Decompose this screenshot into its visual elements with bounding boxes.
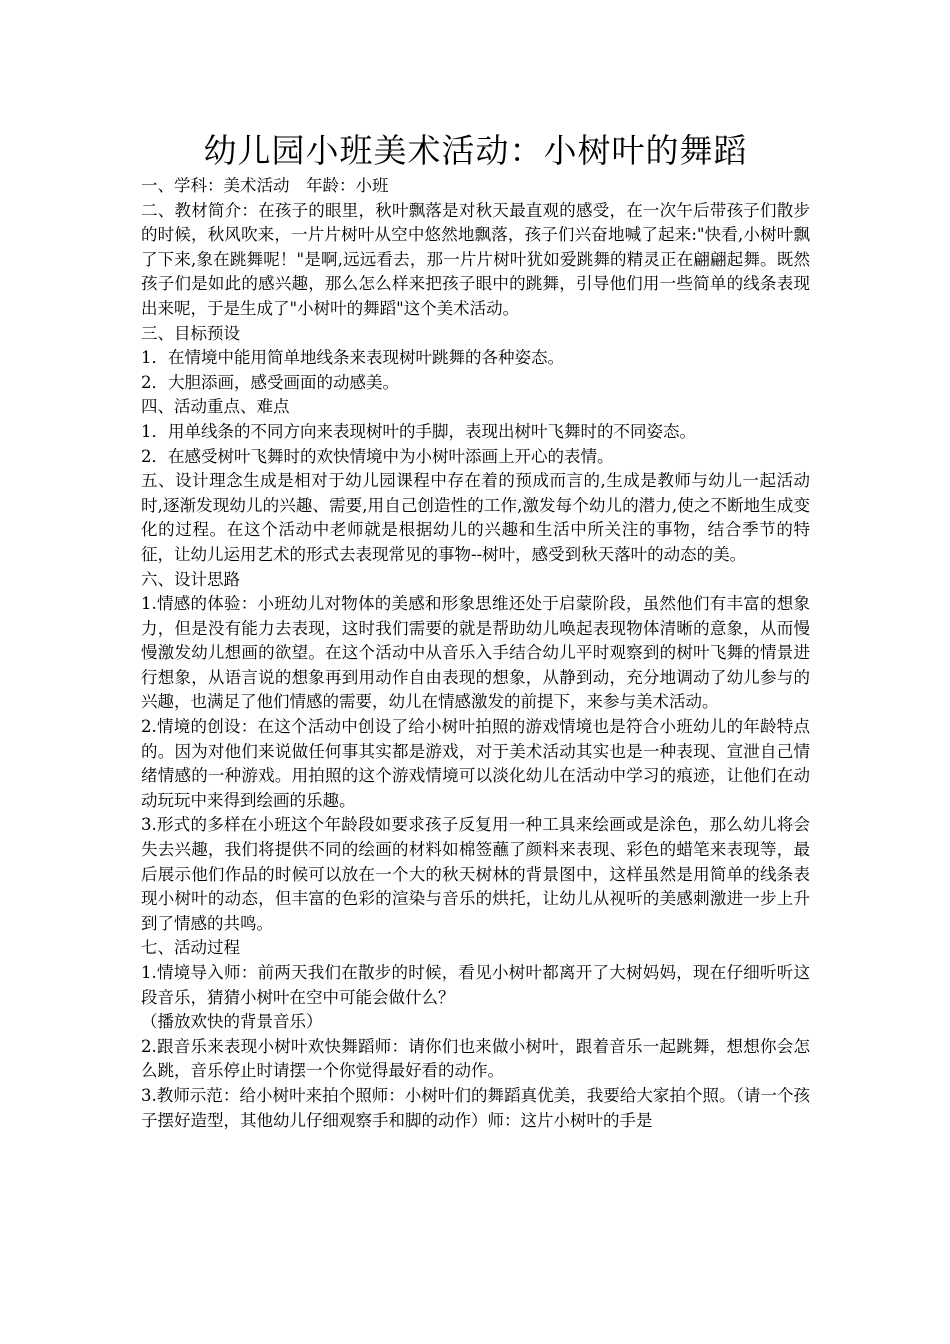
paragraph-process-music: （播放欢快的背景音乐） (141, 1012, 323, 1032)
heading-key-points: 四、活动重点、难点 (141, 397, 290, 417)
paragraph-key-point-1: 1．用单线条的不同方向来表现树叶的手脚，表现出树叶飞舞时的不同姿态。 (141, 421, 696, 441)
paragraph-idea-2: 2.情境的创设：在这个活动中创设了给小树叶拍照的游戏情境也是符合小班幼儿的年龄特点的。因为对他们来说做任何事其实都是游戏，对于美术活动其实也是一种表现、宣泄自己情绪情感的一种游戏。用拍照的这个游戏情境可以淡化幼儿在活动中学习的痕迹，让他们在动动玩玩中来得到绘画的乐趣。 (141, 717, 810, 810)
paragraph-process-1: 1.情境导入师：前两天我们在散步的时候，看见小树叶都离开了大树妈妈，现在仔细听听这段音乐，猜猜小树叶在空中可能会做什么？ (141, 963, 810, 1007)
heading-goals: 三、目标预设 (141, 323, 240, 343)
paragraph-idea-3: 3.形式的多样在小班这个年龄段如要求孩子反复用一种工具来绘画或是涂色，那么幼儿将会失去兴趣，我们将提供不同的绘画的材料如棉签蘸了颜料来表现、彩色的蜡笔来表现等，最后展示他们作品的时候可以放在一个大的秋天树林的背景图中，这样虽然是用简单的线条表现小树叶的动态，但丰富的色彩的渲染与音乐的烘托，让幼儿从视听的美感刺激进一步上升到了情感的共鸣。 (141, 815, 810, 933)
document-body (141, 174, 810, 1133)
paragraph-idea-1: 1.情感的体验：小班幼儿对物体的美感和形象思维还处于启蒙阶段，虽然他们有丰富的想象力，但是没有能力去表现，这时我们需要的就是帮助幼儿唤起表现物体清晰的意象，从而慢慢激发幼儿想画的欲望。在这个活动中从音乐入手结合幼儿平时观察到的树叶飞舞的情景进行想象，从语言说的想象再到用动作自由表现的想象，从静到动，充分地调动了幼儿参与的兴趣，也满足了他们情感的需要，幼儿在情感激发的前提下，来参与美术活动。 (141, 594, 810, 712)
heading-process: 七、活动过程 (141, 938, 240, 958)
paragraph-goal-1: 1．在情境中能用简单地线条来表现树叶跳舞的各种姿态。 (141, 348, 564, 368)
heading-design-ideas: 六、设计思路 (141, 569, 240, 589)
paragraph-subject: 一、学科：美术活动 年龄：小班 (141, 176, 389, 195)
paragraph-design-concept: 五、设计理念生成是相对于幼儿园课程中存在着的预成而言的,生成是教师与幼儿一起活动时,逐渐发现幼儿的兴趣、需要,用自己创造性的工作,激发每个幼儿的潜力,使之不断地生成变化的过程。在这个活动中老师就是根据幼儿的兴趣和生活中所关注的事物，结合季节的特征，让幼儿运用艺术的形式去表现常见的事物--树叶，感受到秋天落叶的动态的美。 (141, 471, 810, 564)
paragraph-process-2: 2.跟音乐来表现小树叶欢快舞蹈师：请你们也来做小树叶，跟着音乐一起跳舞，想想你会怎么跳，音乐停止时请摆一个你觉得最好看的动作。 (141, 1036, 810, 1081)
paragraph-key-point-2: 2．在感受树叶飞舞时的欢快情境中为小树叶添画上开心的表情。 (141, 446, 614, 466)
paragraph-goal-2: 2．大胆添画，感受画面的动感美。 (141, 372, 399, 392)
paragraph-process-3: 3.教师示范：给小树叶来拍个照师：小树叶们的舞蹈真优美，我要给大家拍个照。（请一个孩子摆好造型，其他幼儿仔细观察手和脚的动作）师：这片小树叶的手是 (141, 1085, 810, 1130)
paragraph-material-intro: 二、教材简介：在孩子的眼里，秋叶飘落是对秋天最直观的感受，在一次午后带孩子们散步的时候，秋风吹来，一片片树叶从空中悠然地飘落，孩子们兴奋地喊了起来:"快看,小树叶飘了下来,象在跳舞呢！"是啊,远远看去，那一片片树叶犹如爱跳舞的精灵正在翩翩起舞。既然孩子们是如此的感兴趣，那么怎么样来把孩子眼中的跳舞，引导他们用一些简单的线条表现出来呢，于是生成了"小树叶的舞蹈"这个美术活动。 (141, 200, 810, 318)
document-title: 幼儿园小班美术活动：小树叶的舞蹈 (203, 131, 748, 170)
